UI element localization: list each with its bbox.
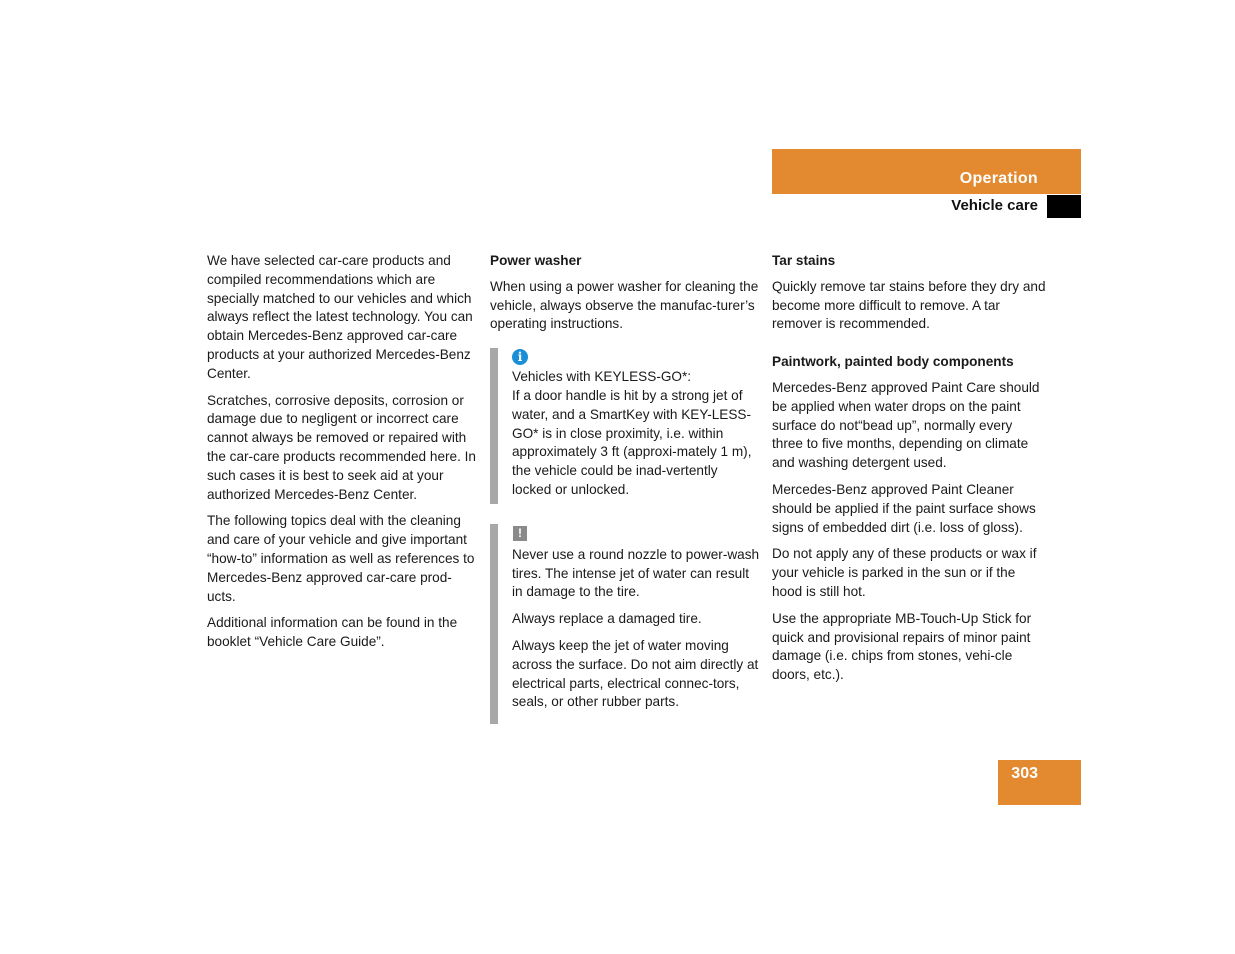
paragraph: Mercedes-Benz approved Paint Cleaner should be applied if the paint surface shows signs of embedded dirt (i.e. loss of gloss). [772,481,1036,535]
section-heading: Tar stains [772,253,836,268]
warning-paragraph: Always replace a damaged tire. [512,611,702,627]
column-power-washer [490,252,760,724]
paragraph: The following topics deal with the cleaning and care of your vehicle and give important “how-to” information as well as references to Mercedes-Benz approved car-care prod-ucts. [207,513,475,604]
info-note-text: If a door handle is hit by a strong jet of water, and a SmartKey with KEY-LESS-GO* is in close proximity, i.e. within approximately 3 ft (approxi-mately 1 m), the vehicle could be inad-vertently locked or unlocked. [512,387,752,497]
paragraph: Mercedes-Benz approved Paint Care should be applied when water drops on the paint surface do not“bead up”, normally every three to five months, depending on climate and washing detergent used. [772,379,1040,471]
header-marker [1047,195,1081,218]
paragraph: We have selected car-care products and compiled recommendations which are specially matched to our vehicles and which always reflect the latest technology. You can obtain Mercedes-Benz approved car-care products at your authorized Mercedes-Benz Center. [207,253,473,381]
warning-paragraph: Always keep the jet of water moving across the surface. Do not aim directly at electrical parts, electrical connec-tors, seals, or other rubber parts. [512,637,759,710]
info-note-title: Vehicles with KEYLESS-GO*: [512,369,692,385]
info-note [490,348,760,504]
page-number: 303 [1011,765,1038,782]
info-icon: i [512,349,528,365]
subsection-title: Vehicle care [951,197,1038,214]
column-tar-paint [772,252,1047,693]
section-title: Operation [959,170,1038,187]
warning-paragraph: Never use a round nozzle to power-wash tires. The intense jet of water can result in damage to the tire. [512,546,760,600]
section-heading: Power washer [490,253,582,268]
paragraph: Additional information can be found in the booklet “Vehicle Care Guide”. [207,615,458,650]
column-intro [207,252,477,660]
paragraph: Do not apply any of these products or wax if your vehicle is parked in the sun or if the hood is still hot. [772,546,1037,599]
warning-icon: ! [513,526,527,541]
paragraph: Use the appropriate MB-Touch-Up Stick for quick and provisional repairs of minor paint damage (i.e. chips from stones, vehi-cle doors, etc.). [772,610,1032,683]
paragraph: When using a power washer for cleaning the vehicle, always observe the manufac-turer’s operating instructions. [490,278,759,332]
paragraph: Scratches, corrosive deposits, corrosion or damage due to negligent or incorrect care cannot always be removed or repaired with the car-care products recommended here. In such cases it is best to seek aid at your authorized Mercedes-Benz Center. [207,392,476,502]
page-number-box [998,760,1081,805]
warning-note [490,524,760,724]
paragraph: Quickly remove tar stains before they dry and become more difficult to remove. A tar remover is recommended. [772,278,1046,332]
header-band [772,149,1081,194]
section-heading: Paintwork, painted body components [772,354,1014,370]
